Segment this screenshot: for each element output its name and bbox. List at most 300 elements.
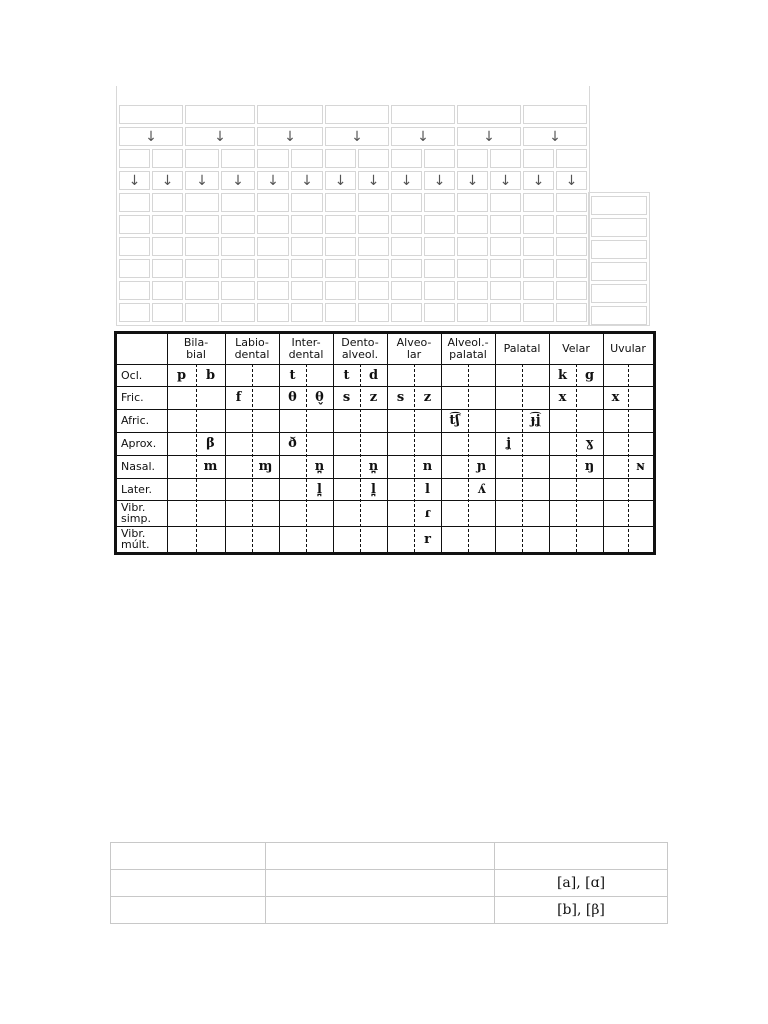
grid-cell — [523, 303, 554, 322]
grid-cell — [221, 215, 255, 234]
column-divider — [603, 334, 604, 552]
phoneme-cell: n̪ — [368, 459, 379, 474]
phoneme-cell — [441, 478, 468, 500]
phoneme-cell: k — [557, 367, 567, 383]
phoneme-cell — [576, 386, 603, 409]
phoneme-cell: f — [235, 390, 242, 405]
phoneme-cell — [333, 500, 360, 526]
grid-cell — [152, 259, 183, 278]
phoneme-cell: ɲ — [476, 459, 487, 474]
column-divider — [225, 334, 226, 552]
phoneme-cell — [167, 526, 196, 552]
grid-cell — [257, 259, 289, 278]
phoneme-cell — [549, 409, 576, 432]
row-label: Nasal. — [121, 460, 155, 473]
column-divider — [387, 334, 388, 552]
column-header: Alveo- lar — [396, 336, 432, 361]
grid-cell — [358, 281, 389, 300]
grid-cell — [424, 215, 455, 234]
phoneme-cell — [360, 432, 387, 455]
table-cell — [266, 870, 495, 897]
column-header: Bila- bial — [183, 336, 209, 361]
phoneme-cell — [603, 432, 628, 455]
grid-cell — [152, 215, 183, 234]
phoneme-cell — [628, 409, 653, 432]
grid-cell — [591, 262, 647, 281]
phoneme-cell — [441, 500, 468, 526]
phoneme-cell — [603, 478, 628, 500]
phoneme-cell: ɣ — [585, 436, 594, 451]
phoneme-cell — [252, 409, 279, 432]
phoneme-cell — [279, 409, 306, 432]
phoneme-cell — [495, 409, 522, 432]
phoneme-cell — [387, 409, 414, 432]
phoneme-cell — [495, 364, 522, 386]
phoneme-cell — [306, 364, 333, 386]
grid-cell — [325, 149, 356, 168]
phoneme-cell — [603, 455, 628, 478]
down-arrow-icon: ↓ — [325, 171, 356, 190]
phoneme-cell — [628, 364, 653, 386]
grid-cell — [221, 281, 255, 300]
column-divider — [167, 334, 168, 552]
bottom-table — [110, 842, 668, 924]
grid-cell — [523, 215, 554, 234]
column-header: Dento- alveol. — [341, 336, 379, 361]
grid-cell — [424, 237, 455, 256]
grid-cell — [490, 281, 521, 300]
grid-cell — [490, 237, 521, 256]
grid-cell — [291, 193, 323, 212]
grid-cell — [221, 237, 255, 256]
grid-cell — [291, 303, 323, 322]
phoneme-cell: r — [424, 531, 431, 547]
grid-cell — [358, 303, 389, 322]
down-arrow-icon: ↓ — [152, 171, 183, 190]
grid-cell — [221, 259, 255, 278]
grid-cell — [152, 281, 183, 300]
phoneme-cell — [549, 478, 576, 500]
grid-cell — [457, 281, 488, 300]
grid-cell — [325, 281, 356, 300]
phoneme-cell — [167, 409, 196, 432]
grid-cell — [591, 284, 647, 303]
grid-cell — [523, 259, 554, 278]
grid-cell — [391, 105, 455, 124]
row-label: Ocl. — [121, 368, 143, 382]
phoneme-cell — [441, 455, 468, 478]
phoneme-cell: x — [611, 390, 620, 405]
phoneme-cell — [441, 432, 468, 455]
down-arrow-icon: ↓ — [221, 171, 255, 190]
table-cell — [111, 870, 266, 897]
grid-cell — [291, 259, 323, 278]
grid-cell — [325, 215, 356, 234]
grid-cell — [291, 215, 323, 234]
grid-cell — [325, 105, 389, 124]
column-divider — [441, 334, 442, 552]
grid-cell — [119, 281, 150, 300]
grid-cell — [457, 215, 488, 234]
phoneme-cell — [414, 432, 441, 455]
grid-cell — [358, 259, 389, 278]
phoneme-cell — [603, 500, 628, 526]
phoneme-cell — [196, 500, 225, 526]
phoneme-cell — [522, 364, 549, 386]
grid-cell — [358, 193, 389, 212]
column-header: Uvular — [610, 342, 646, 355]
grid-cell — [556, 193, 587, 212]
phoneme-cell — [549, 500, 576, 526]
phoneme-cell — [306, 409, 333, 432]
phoneme-cell — [387, 432, 414, 455]
grid-cell — [257, 105, 323, 124]
grid-cell — [523, 105, 587, 124]
grid-cell — [457, 259, 488, 278]
table-cell — [266, 897, 495, 924]
phoneme-cell: d — [368, 367, 379, 383]
phoneme-cell: ɱ — [258, 459, 273, 474]
grid-cell — [490, 215, 521, 234]
grid-cell — [391, 193, 422, 212]
phoneme-cell — [468, 364, 495, 386]
grid-cell — [152, 303, 183, 322]
down-arrow-icon: ↓ — [457, 171, 488, 190]
grid-cell — [391, 281, 422, 300]
phoneme-cell: ɟ͡ʝ — [530, 413, 541, 428]
phoneme-cell — [333, 409, 360, 432]
phoneme-cell: ɴ — [635, 459, 646, 474]
phoneme-cell — [576, 500, 603, 526]
grid-cell — [523, 149, 554, 168]
grid-cell — [523, 281, 554, 300]
phoneme-cell — [387, 364, 414, 386]
phoneme-cell — [306, 526, 333, 552]
phoneme-cell — [414, 364, 441, 386]
grid-cell — [556, 215, 587, 234]
phoneme-cell: ʎ — [477, 481, 486, 497]
phoneme-cell — [468, 409, 495, 432]
grid-cell — [257, 281, 289, 300]
phoneme-cell — [252, 478, 279, 500]
grid-cell — [457, 237, 488, 256]
table-cell: [a], [ɑ] — [495, 870, 668, 897]
voicing-divider — [414, 364, 415, 552]
phoneme-cell — [628, 386, 653, 409]
faint-upper-grid — [116, 86, 590, 326]
phoneme-cell — [225, 478, 252, 500]
grid-cell — [391, 303, 422, 322]
down-arrow-icon: ↓ — [523, 127, 587, 146]
faint-upper-grid-extension — [588, 192, 650, 326]
phoneme-cell — [196, 386, 225, 409]
down-arrow-icon: ↓ — [185, 127, 255, 146]
grid-cell — [391, 259, 422, 278]
table-row — [111, 897, 668, 924]
grid-cell — [119, 105, 183, 124]
phoneme-cell — [576, 526, 603, 552]
row-label: Fric. — [121, 391, 144, 404]
phoneme-cell — [576, 478, 603, 500]
phoneme-cell — [333, 478, 360, 500]
phoneme-cell — [252, 386, 279, 409]
grid-cell — [185, 215, 219, 234]
grid-cell — [257, 303, 289, 322]
phoneme-cell — [279, 478, 306, 500]
phoneme-cell — [522, 432, 549, 455]
down-arrow-icon: ↓ — [391, 171, 422, 190]
down-arrow-icon: ↓ — [424, 171, 455, 190]
grid-cell — [152, 149, 183, 168]
phoneme-cell: b — [205, 367, 216, 383]
column-divider — [333, 334, 334, 552]
grid-cell — [424, 281, 455, 300]
phoneme-cell — [167, 432, 196, 455]
down-arrow-icon: ↓ — [119, 127, 183, 146]
phoneme-cell: g — [584, 367, 595, 383]
grid-cell — [490, 193, 521, 212]
phoneme-cell — [196, 478, 225, 500]
phoneme-cell: l̪ — [371, 481, 376, 497]
grid-cell — [325, 259, 356, 278]
down-arrow-icon: ↓ — [185, 171, 219, 190]
grid-cell — [291, 281, 323, 300]
phoneme-cell: t — [343, 367, 350, 383]
phoneme-cell: x — [558, 390, 567, 405]
grid-cell — [185, 193, 219, 212]
grid-cell — [457, 105, 521, 124]
grid-cell — [119, 237, 150, 256]
phoneme-cell: ŋ — [584, 459, 595, 474]
down-arrow-icon: ↓ — [457, 127, 521, 146]
phoneme-cell — [549, 432, 576, 455]
phoneme-cell: s — [342, 390, 351, 405]
voicing-divider — [468, 364, 469, 552]
voicing-divider — [360, 364, 361, 552]
grid-cell — [185, 259, 219, 278]
grid-cell — [457, 303, 488, 322]
grid-cell — [257, 193, 289, 212]
grid-cell — [591, 196, 647, 215]
column-header: Inter- dental — [288, 336, 324, 361]
phoneme-cell — [360, 409, 387, 432]
row-label: Vibr. simp. — [121, 501, 151, 525]
voicing-divider — [522, 364, 523, 552]
row-label: Vibr. múlt. — [121, 527, 150, 551]
grid-cell — [119, 303, 150, 322]
phoneme-cell — [252, 500, 279, 526]
down-arrow-icon: ↓ — [391, 127, 455, 146]
voicing-divider — [628, 364, 629, 552]
phoneme-cell — [306, 500, 333, 526]
phoneme-cell — [603, 409, 628, 432]
grid-cell — [291, 237, 323, 256]
phoneme-cell — [468, 500, 495, 526]
grid-cell — [391, 149, 422, 168]
grid-cell — [185, 237, 219, 256]
phoneme-cell: n̪ — [314, 459, 325, 474]
grid-cell — [119, 215, 150, 234]
down-arrow-icon: ↓ — [523, 171, 554, 190]
phoneme-cell — [468, 526, 495, 552]
phoneme-cell — [522, 455, 549, 478]
grid-cell — [556, 237, 587, 256]
phoneme-cell — [441, 386, 468, 409]
voicing-divider — [252, 364, 253, 552]
phoneme-cell: s — [396, 390, 405, 405]
row-label: Aprox. — [121, 437, 157, 450]
voicing-divider — [306, 364, 307, 552]
phoneme-cell — [196, 526, 225, 552]
phoneme-cell — [333, 526, 360, 552]
grid-cell — [257, 149, 289, 168]
grid-cell — [185, 303, 219, 322]
grid-cell — [325, 303, 356, 322]
phoneme-cell — [333, 455, 360, 478]
phoneme-cell — [603, 526, 628, 552]
phoneme-cell — [225, 432, 252, 455]
phoneme-cell: θ̬ — [315, 390, 324, 405]
phoneme-cell — [495, 526, 522, 552]
row-label: Later. — [121, 482, 152, 496]
grid-cell — [490, 303, 521, 322]
grid-cell — [457, 193, 488, 212]
phoneme-cell — [522, 386, 549, 409]
grid-cell — [325, 237, 356, 256]
phoneme-cell — [495, 500, 522, 526]
grid-cell — [424, 193, 455, 212]
column-header: Palatal — [503, 342, 541, 355]
phoneme-cell — [225, 500, 252, 526]
phoneme-cell: p — [176, 367, 187, 383]
table-cell — [111, 843, 266, 870]
grid-cell — [185, 149, 219, 168]
grid-cell — [119, 149, 150, 168]
phoneme-cell — [468, 386, 495, 409]
phoneme-cell — [225, 455, 252, 478]
phoneme-cell — [603, 364, 628, 386]
grid-cell — [424, 149, 455, 168]
phoneme-cell — [628, 432, 653, 455]
phoneme-cell — [522, 526, 549, 552]
phoneme-cell — [167, 500, 196, 526]
column-divider — [279, 334, 280, 552]
phoneme-cell — [279, 526, 306, 552]
grid-cell — [185, 105, 255, 124]
grid-cell — [185, 281, 219, 300]
down-arrow-icon: ↓ — [119, 171, 150, 190]
phoneme-cell — [387, 455, 414, 478]
grid-cell — [221, 303, 255, 322]
grid-cell — [591, 218, 647, 237]
phoneme-cell — [387, 500, 414, 526]
phoneme-cell — [549, 455, 576, 478]
phoneme-cell: β — [206, 436, 215, 451]
phoneme-cell — [252, 364, 279, 386]
grid-cell — [523, 193, 554, 212]
grid-cell — [257, 237, 289, 256]
grid-cell — [221, 193, 255, 212]
phoneme-cell — [252, 526, 279, 552]
phoneme-cell: l̪ — [317, 481, 322, 497]
phoneme-cell — [628, 526, 653, 552]
phoneme-cell — [495, 478, 522, 500]
phoneme-cell — [495, 455, 522, 478]
phoneme-cell: θ — [288, 390, 297, 405]
grid-cell — [556, 303, 587, 322]
grid-cell — [391, 215, 422, 234]
phoneme-cell: z — [423, 390, 432, 405]
phoneme-cell: ʝ — [506, 436, 511, 451]
grid-cell — [490, 259, 521, 278]
phoneme-cell — [549, 526, 576, 552]
column-header: Labio- dental — [234, 336, 270, 361]
table-row — [111, 870, 668, 897]
phoneme-cell — [196, 409, 225, 432]
voicing-divider — [196, 364, 197, 552]
grid-cell — [424, 259, 455, 278]
column-header: Alveol.- palatal — [447, 336, 489, 361]
grid-cell — [358, 237, 389, 256]
down-arrow-icon: ↓ — [257, 127, 323, 146]
grid-cell — [119, 193, 150, 212]
column-divider — [549, 334, 550, 552]
phoneme-cell: m — [203, 459, 218, 474]
phoneme-cell: t͡ʃ — [449, 413, 460, 428]
grid-cell — [490, 149, 521, 168]
row-label: Afric. — [121, 414, 150, 427]
down-arrow-icon: ↓ — [358, 171, 389, 190]
grid-cell — [523, 237, 554, 256]
grid-cell — [119, 259, 150, 278]
grid-cell — [325, 193, 356, 212]
phoneme-cell — [441, 526, 468, 552]
phoneme-cell — [495, 386, 522, 409]
phoneme-cell — [360, 526, 387, 552]
grid-cell — [221, 149, 255, 168]
table-cell — [111, 897, 266, 924]
phoneme-cell — [167, 478, 196, 500]
column-header: Velar — [562, 342, 590, 355]
grid-cell — [257, 215, 289, 234]
phoneme-cell: n — [422, 459, 433, 474]
phoneme-cell — [628, 500, 653, 526]
grid-cell — [457, 149, 488, 168]
voicing-divider — [576, 364, 577, 552]
phoneme-cell — [279, 455, 306, 478]
phoneme-cell — [387, 526, 414, 552]
grid-cell — [591, 306, 647, 325]
phoneme-cell — [360, 500, 387, 526]
phoneme-cell — [225, 526, 252, 552]
grid-cell — [358, 149, 389, 168]
down-arrow-icon: ↓ — [291, 171, 323, 190]
phoneme-cell: ɾ — [424, 505, 431, 521]
phoneme-cell — [167, 455, 196, 478]
phoneme-cell: ð — [288, 436, 297, 451]
down-arrow-icon: ↓ — [325, 127, 389, 146]
grid-cell — [556, 259, 587, 278]
grid-cell — [291, 149, 323, 168]
phoneme-cell — [167, 386, 196, 409]
phoneme-cell — [522, 478, 549, 500]
phoneme-cell — [468, 432, 495, 455]
phoneme-cell — [522, 500, 549, 526]
grid-cell — [391, 237, 422, 256]
ipa-consonant-table — [114, 331, 656, 555]
phoneme-cell: l — [425, 481, 430, 497]
down-arrow-icon: ↓ — [257, 171, 289, 190]
